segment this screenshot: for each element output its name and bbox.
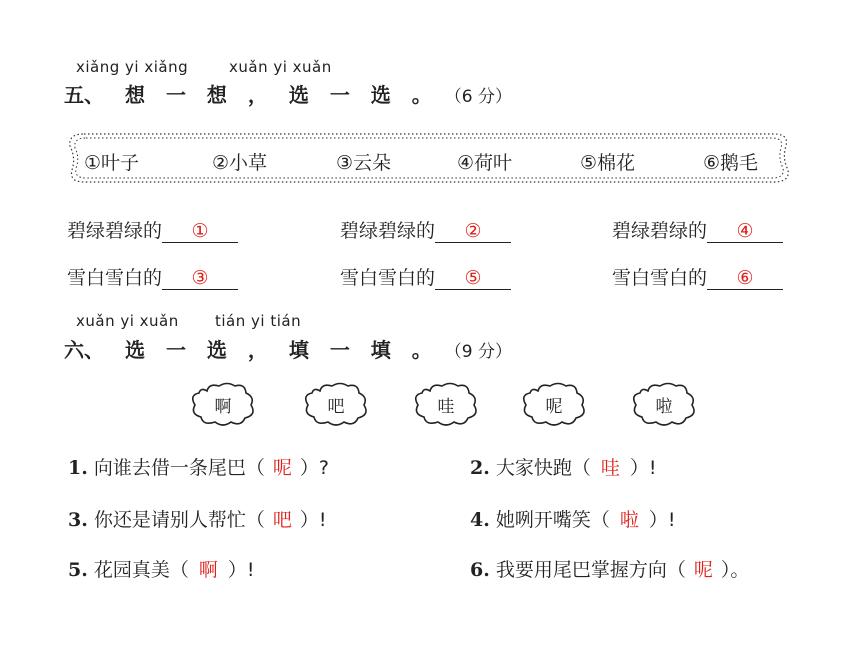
question-item — [470, 505, 676, 532]
fill-answer[interactable]: ② — [435, 220, 511, 243]
option-item: ⑥鹅毛 — [703, 152, 759, 174]
section6-title-char: 。 — [411, 338, 432, 362]
section6-pinyin-b: tián yi tián — [215, 312, 302, 330]
question-end: ）! — [648, 509, 676, 531]
fill-item — [67, 216, 238, 243]
fill-answer[interactable]: ① — [162, 220, 238, 243]
section6-title-char: 选 — [124, 338, 145, 362]
options-border — [66, 131, 792, 185]
fill-prefix: 碧绿碧绿的 — [340, 220, 436, 242]
question-item — [470, 453, 657, 480]
flower-label: 哇 — [437, 397, 455, 417]
fill-item — [612, 263, 783, 290]
question-number: 1. — [68, 457, 88, 479]
section5-pinyin-b: xuǎn yi xuǎn — [229, 58, 332, 76]
option-item: ③云朵 — [336, 152, 392, 174]
fill-answer[interactable]: ④ — [707, 220, 783, 243]
question-number: 4. — [470, 509, 490, 531]
section5-title — [64, 79, 512, 108]
question-text: 花园真美（ — [93, 559, 189, 581]
option-item: ④荷叶 — [457, 152, 513, 174]
fill-item — [340, 263, 511, 290]
fill-prefix: 雪白雪白的 — [67, 267, 163, 289]
fill-answer[interactable]: ⑤ — [435, 267, 511, 290]
option-item: ⑤棉花 — [580, 152, 636, 174]
fill-answer[interactable]: ③ — [162, 267, 238, 290]
question-item — [470, 555, 749, 582]
flower-label: 吧 — [327, 397, 345, 417]
question-end: ）! — [629, 457, 657, 479]
section6-title-char: 填 — [288, 338, 309, 362]
section6-title-char: 填 — [370, 338, 391, 362]
flower-label: 呢 — [545, 397, 563, 417]
flower-label: 啊 — [214, 397, 232, 417]
section6-title-char: 选 — [206, 338, 227, 362]
question-item — [68, 505, 327, 532]
fill-prefix: 碧绿碧绿的 — [612, 220, 708, 242]
question-text: 她咧开嘴笑（ — [495, 509, 610, 531]
fill-item — [612, 216, 783, 243]
question-answer[interactable]: 啊 — [198, 559, 218, 581]
question-answer[interactable]: 哇 — [600, 457, 620, 479]
question-text: 向谁去借一条尾巴（ — [93, 457, 265, 479]
section6-title — [64, 334, 512, 363]
fill-item — [67, 263, 238, 290]
question-text: 大家快跑（ — [495, 457, 591, 479]
question-answer[interactable]: 吧 — [272, 509, 292, 531]
fill-item — [340, 216, 511, 243]
question-end: ）。 — [720, 559, 750, 581]
section6-score: （9 分） — [444, 342, 512, 362]
section5-title-char: 想 — [124, 83, 145, 107]
section5-title-char: 一 — [329, 83, 350, 107]
question-answer[interactable]: 呢 — [272, 457, 292, 479]
fill-answer[interactable]: ⑥ — [707, 267, 783, 290]
section5-pinyin-a: xiǎng yi xiǎng — [76, 58, 189, 76]
section5-title-char: 选 — [370, 83, 391, 107]
question-item — [68, 555, 255, 582]
question-number: 3. — [68, 509, 88, 531]
section5-title-char: 一 — [165, 83, 186, 107]
question-end: ）! — [227, 559, 255, 581]
section5-score: （6 分） — [444, 87, 512, 107]
flower-label: 啦 — [655, 397, 673, 417]
flower-word — [300, 381, 372, 427]
flower-word — [410, 381, 482, 427]
section6-pinyin-a: xuǎn yi xuǎn — [76, 312, 179, 330]
section6-title-char: ， — [247, 338, 268, 362]
section6-title-char: 一 — [165, 338, 186, 362]
question-number: 5. — [68, 559, 88, 581]
question-number: 2. — [470, 457, 490, 479]
question-end: ）! — [299, 509, 327, 531]
fill-prefix: 雪白雪白的 — [340, 267, 436, 289]
section5-title-char: 五、 — [64, 83, 104, 107]
section5-title-char: 选 — [288, 83, 309, 107]
section6-title-char: 一 — [329, 338, 350, 362]
section5-title-char: 想 — [206, 83, 227, 107]
question-answer[interactable]: 啦 — [619, 509, 639, 531]
section5-title-char: ， — [247, 83, 268, 107]
question-item — [68, 453, 329, 480]
section5-title-char: 。 — [411, 83, 432, 107]
flower-word — [518, 381, 590, 427]
flower-word — [628, 381, 700, 427]
question-end: ）? — [299, 457, 330, 479]
question-text: 我要用尾巴掌握方向（ — [495, 559, 686, 581]
question-answer[interactable]: 呢 — [693, 559, 713, 581]
fill-prefix: 碧绿碧绿的 — [67, 220, 163, 242]
option-item: ①叶子 — [84, 152, 140, 174]
question-number: 6. — [470, 559, 490, 581]
question-text: 你还是请别人帮忙（ — [93, 509, 265, 531]
fill-prefix: 雪白雪白的 — [612, 267, 708, 289]
section6-title-char: 六、 — [64, 338, 104, 362]
option-item: ②小草 — [212, 152, 268, 174]
flower-word — [187, 381, 259, 427]
